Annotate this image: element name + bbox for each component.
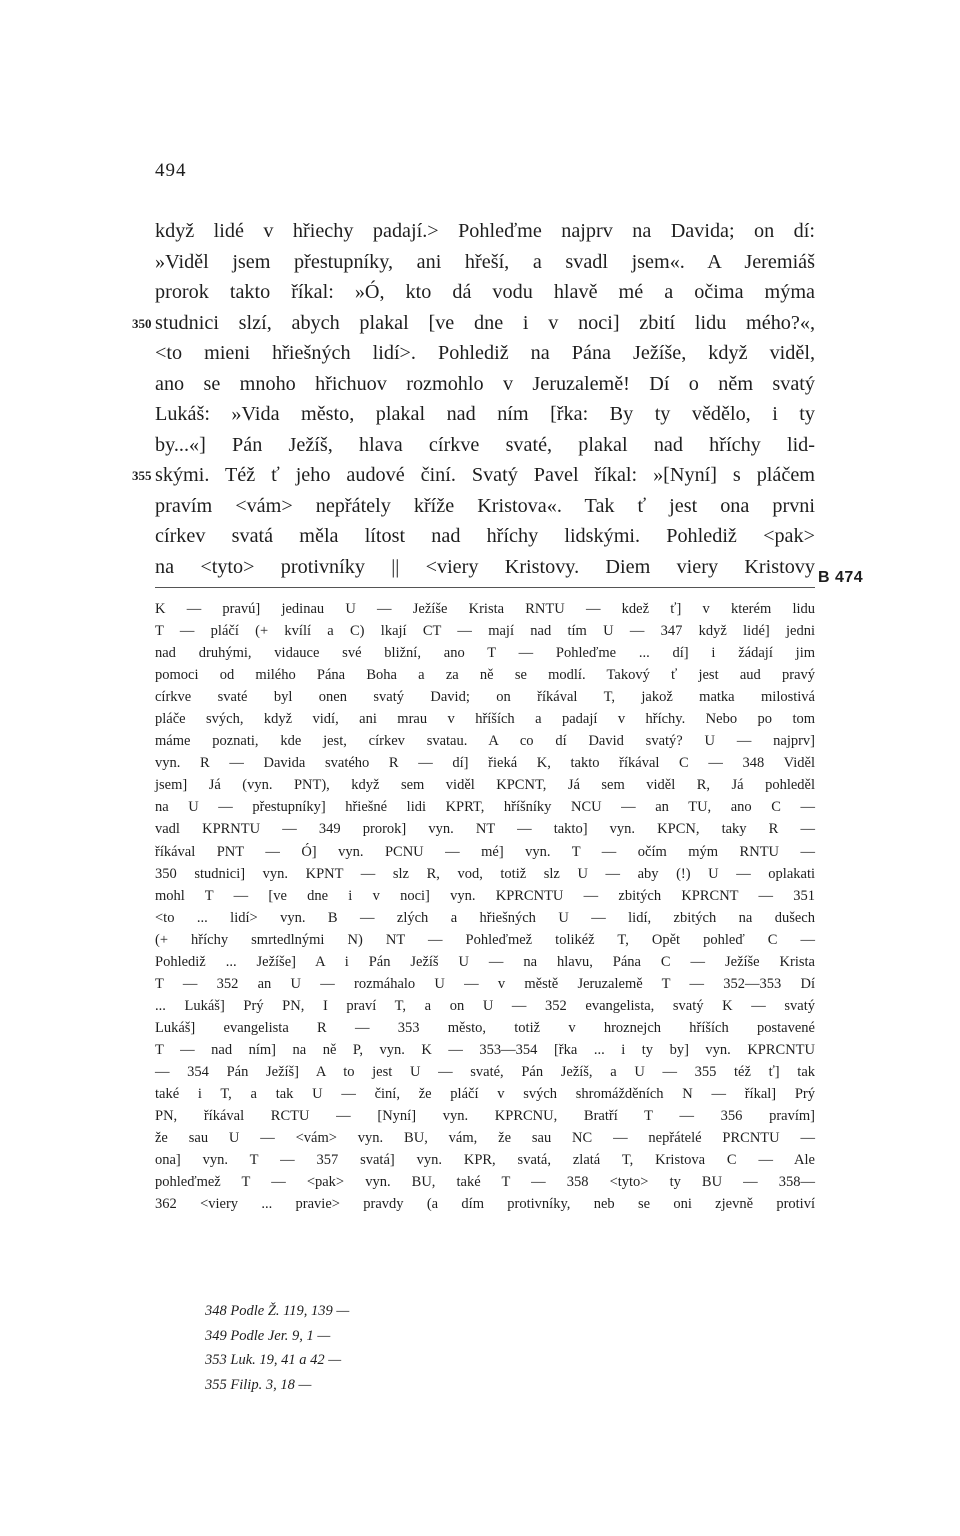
main-text-line (155, 491, 815, 522)
line-text: když lidé v hřiechy padají.> Pohleďme najprv na Davida; on dí: (155, 220, 815, 242)
apparatus-line: vadl KPRNTU — 349 prorok] vyn. NT — takto] vyn. KPCN, taky R — (155, 821, 815, 838)
line-text: »Viděl jsem přestupníky, ani hřeší, a svadl jsem«. A Jeremiáš (155, 250, 815, 273)
apparatus-line: ona] vyn. T — 357 svatá] vyn. KPR, svatá, zlatá T, Kristova C — Ale (155, 1152, 815, 1169)
apparatus-line: také i T, a tak U — činí, že pláčí v svých shromážděních N — říkal] Prý (155, 1086, 815, 1103)
main-text-line (155, 399, 815, 430)
apparatus-line: říkával PNT — Ó] vyn. PCNU — mé] vyn. T — očím mým RNTU — (155, 843, 815, 860)
apparatus-line: ... Lukáš] Prý PN, I praví T, a on U — 352 evangelista, svatý K — svatý (155, 997, 815, 1014)
apparatus-line: jsem] Já (vyn. PNT), když sem viděl KPCNT, Já sem viděl R, Já pohleděl (155, 777, 815, 794)
main-text (132, 216, 815, 582)
main-text-line (132, 308, 815, 339)
main-text-line (155, 216, 815, 247)
line-text: by...«] Pán Ježíš, hlava církve svaté, plakal nad hříchy lid- (155, 433, 815, 456)
main-text-line (155, 338, 815, 369)
main-text-line (155, 247, 815, 278)
main-text-line (155, 369, 815, 400)
line-text: studnici slzí, abych plakal [ve dne i v noci] zbití lidu mého?«, (155, 311, 815, 334)
apparatus-divider (155, 587, 815, 588)
apparatus-line: na U — přestupníky] hřiešné lidi KPRT, hříšníky NCU — an TU, ano C — (155, 799, 815, 816)
source-references (205, 1299, 349, 1397)
apparatus-line: nad druhými, vidauce své bližní, ano T — Pohleďme ... dí] i žádají jim (155, 645, 815, 662)
apparatus-line: 350 studnici] vyn. KPNT — slz R, vod, totiž slz U — aby (!) U — oplakati (155, 865, 815, 882)
apparatus-line: <to ... lidí> vyn. B — zlých a hřiešných U — lidí, zbitých na dušech (155, 909, 815, 926)
line-text: prorok takto říkal: »Ó, kto dá vodu hlavě mé a očima mýma (155, 281, 815, 303)
apparatus-line: že sau U — <vám> vyn. BU, vám, že sau NC — nepřátelé PRCNTU — (155, 1130, 815, 1147)
line-text: církev svatá měla lítost nad hříchy lidskými. Pohlediž <pak> (155, 525, 815, 547)
line-text: ano se mnoho hřichuov rozmohlo v Jeruzalemě! Dí o něm svatý (155, 372, 815, 395)
apparatus-line: Lukáš] evangelista R — 353 město, totiž v hroznejch hříších postavené (155, 1019, 815, 1036)
apparatus-line: 362 <viery ... pravie> pravdy (a dím protivníky, neb se oni zjevně protiví (155, 1196, 815, 1213)
apparatus-line: Pohlediž ... Ježíše] A i Pán Ježíš U — na hlavu, Pána C — Ježíše Krista (155, 953, 815, 970)
line-text: <to mieni hřiešných lidí>. Pohlediž na Pána Ježíše, když viděl, (155, 342, 815, 364)
main-text-line (155, 277, 815, 308)
source-reference: 349 Podle Jer. 9, 1 — (205, 1327, 331, 1344)
apparatus-line: církve svaté byl onen svatý David; on říkával T, jakož matka milostivá (155, 689, 815, 706)
apparatus-line: pláče svých, když vidí, ani mrau v hříších a padají v hříchy. Nebo po tom (155, 711, 815, 728)
apparatus-line: — 354 Pán Ježíš] A to jest U — svaté, Pán Ježíš, a U — 355 též ť] tak (155, 1063, 815, 1080)
apparatus-line: T — nad ním] na ně P, vyn. K — 353—354 [řka ... i ty by] vyn. KPRCNTU (155, 1041, 815, 1058)
apparatus-line: K — pravú] jedinau U — Ježíše Krista RNTU — kdež ť] v kterém lidu (155, 601, 815, 617)
apparatus-line: PN, říkával RCTU — [Nyní] vyn. KPRCNU, Bratří T — 356 pravím] (155, 1108, 815, 1125)
line-text: Lukáš: »Vida město, plakal nad ním [řka: By ty vědělo, i ty (155, 403, 815, 425)
source-reference: 353 Luk. 19, 41 a 42 — (205, 1352, 342, 1368)
line-number: 355 (132, 468, 152, 483)
apparatus-line: máme poznati, kde jest, církev svatau. A co dí David svatý? U — najprv] (155, 733, 815, 750)
line-text: pravím <vám> nepřátely kříže Kristova«. Tak ť jest ona prvni (155, 494, 815, 517)
main-text-line (155, 521, 815, 552)
apparatus-line: T — pláčí (+ kvílí a C) lkají CT — mají nad tím U — 347 když lidé] jedni (155, 623, 815, 640)
line-text: na <tyto> protivníky || <viery Kristovy. Diem viery Kristovy (155, 555, 815, 578)
critical-apparatus (155, 598, 815, 1215)
line-text: skými. Též ť jeho audové činí. Svatý Pavel říkal: »[Nyní] s pláčem (155, 464, 815, 486)
apparatus-line: vyn. R — Davida svatého R — dí] řieká K, takto říkával C — 348 Viděl (155, 755, 815, 772)
main-text-line (132, 460, 815, 491)
apparatus-line: pohleďmež T — <pak> vyn. BU, také T — 358 <tyto> ty BU — 358— (155, 1174, 815, 1191)
source-reference: 348 Podle Ž. 119, 139 — (205, 1303, 350, 1319)
line-number: 350 (132, 315, 152, 331)
page-number: 494 (155, 160, 187, 181)
main-text-line (155, 552, 815, 583)
source-reference: 355 Filip. 3, 18 — (205, 1376, 312, 1393)
apparatus-line: (+ hříchy smrtedlnými N) NT — Pohleďmež tolikéž T, Opět pohleď C — (155, 931, 815, 948)
apparatus-line: mohl T — [ve dne i v noci] vyn. KPRCNTU — zbitých KPRCNT — 351 (155, 887, 815, 904)
margin-folio-note: B 474 (818, 569, 864, 586)
main-text-line (155, 430, 815, 461)
apparatus-line: T — 352 an U — rozmáhalo U — v městě Jeruzalemě T — 352—353 Dí (155, 975, 815, 992)
apparatus-line: pomoci od milého Pána Boha a za ně se modlí. Takový ť jest aud pravý (155, 667, 815, 684)
